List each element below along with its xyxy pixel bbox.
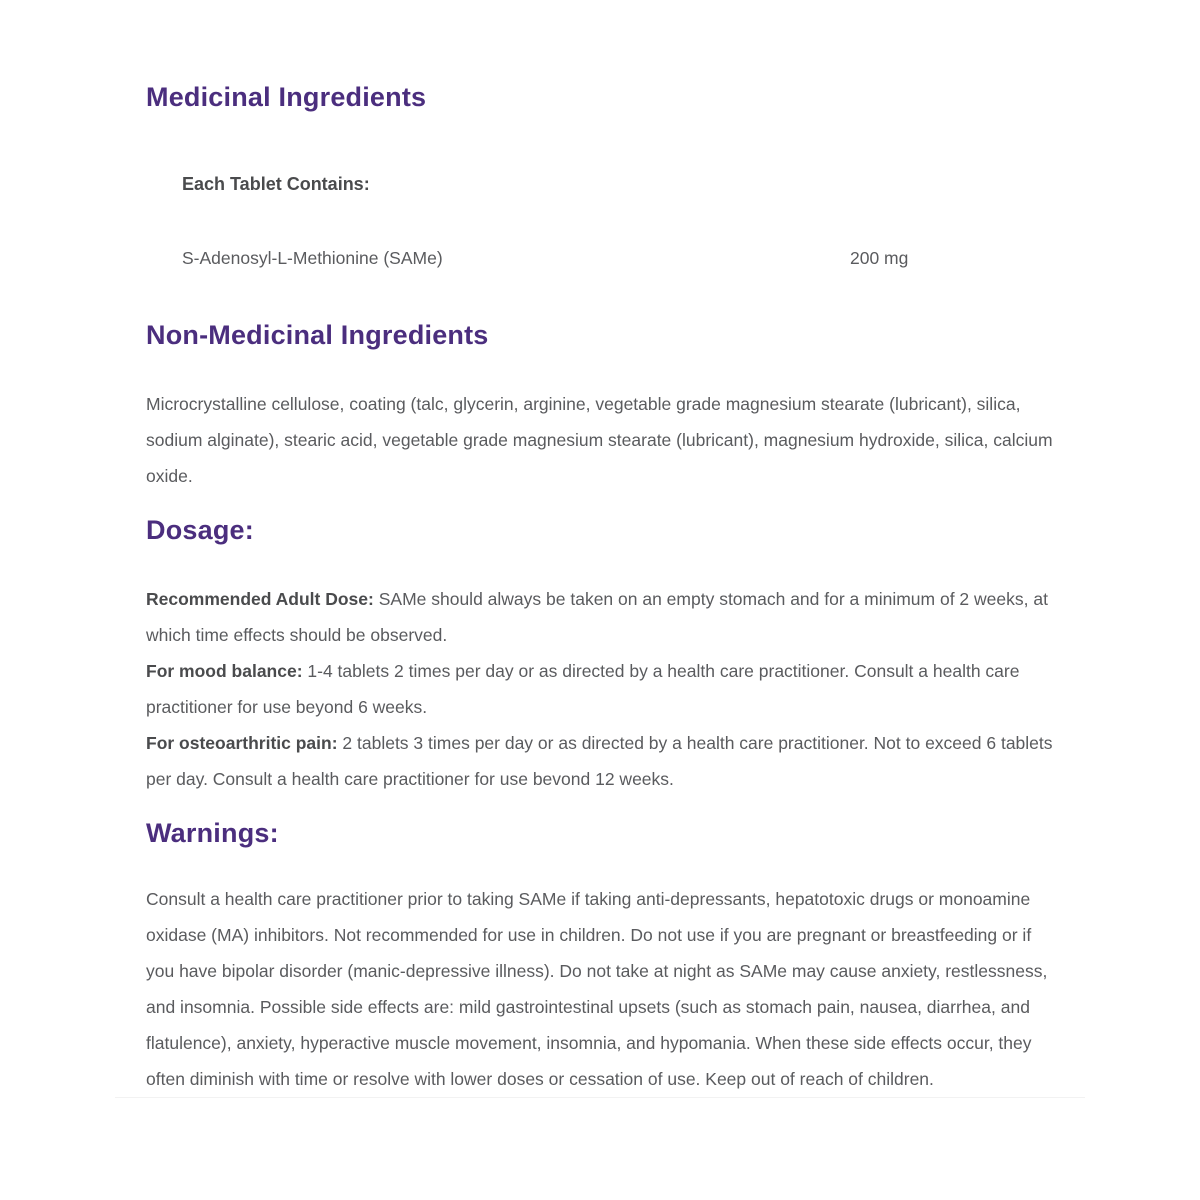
- dosage-item-text: 2 tablets 3 times per day or as directed by a health care practitioner. Not to exceed 6 tablets per day. Consult a health care practitioner for use bevond 12 weeks.: [146, 733, 1053, 789]
- dosage-item-label: For osteoarthritic pain:: [146, 733, 343, 753]
- dosage-text-block: [146, 581, 1058, 797]
- dosage-item-osteoarthritic-pain: [146, 725, 1058, 797]
- dosage-item-text: 1-4 tablets 2 times per day or as directed by a health care practitioner. Consult a health care practitioner for use beyond 6 weeks.: [146, 661, 1020, 717]
- ingredient-name: S-Adenosyl-L-Methionine (SAMe): [182, 248, 443, 268]
- section-divider: [115, 1097, 1085, 1098]
- dosage-item-text: SAMe should always be taken on an empty stomach and for a minimum of 2 weeks, at which time effects should be observed.: [146, 589, 1048, 645]
- dosage-item-label: Recommended Adult Dose:: [146, 589, 379, 609]
- dosage-item-mood-balance: [146, 653, 1058, 725]
- dosage-item-recommended-adult-dose: [146, 581, 1058, 653]
- non-medicinal-ingredients-heading: Non-Medicinal Ingredients: [146, 320, 489, 350]
- ingredient-row: [146, 246, 1058, 270]
- non-medicinal-ingredients-text: Microcrystalline cellulose, coating (talc, glycerin, arginine, vegetable grade magnesium stearate (lubricant), silica, sodium alginate), stearic acid, vegetable grade magnesium stearate (lubricant), magnesium hydroxide, silica, calcium oxide.: [146, 394, 1053, 486]
- warnings-heading: Warnings:: [146, 818, 279, 848]
- medicinal-ingredients-heading: Medicinal Ingredients: [146, 82, 427, 112]
- dosage-heading: Dosage:: [146, 515, 254, 545]
- ingredient-amount: 200 mg: [850, 248, 909, 268]
- each-tablet-contains-label: Each Tablet Contains:: [182, 174, 370, 194]
- warnings-text: Consult a health care practitioner prior to taking SAMe if taking anti-depressants, hepatotoxic drugs or monoamine oxidase (MA) inhibitors. Not recommended for use in children. Do not use if you are pregnant or breastfeeding or if you have bipolar disorder (manic-depressive illness). Do not take at night as SAMe may cause anxiety, restlessness, and insomnia. Possible side effects are: mild gastrointestinal upsets (such as stomach pain, nausea, diarrhea, and flatulence), anxiety, hyperactive muscle movement, insomnia, and hypomania. When these side effects occur, they often diminish with time or resolve with lower doses or cessation of use. Keep out of reach of children.: [146, 889, 1048, 1089]
- dosage-item-label: For mood balance:: [146, 661, 308, 681]
